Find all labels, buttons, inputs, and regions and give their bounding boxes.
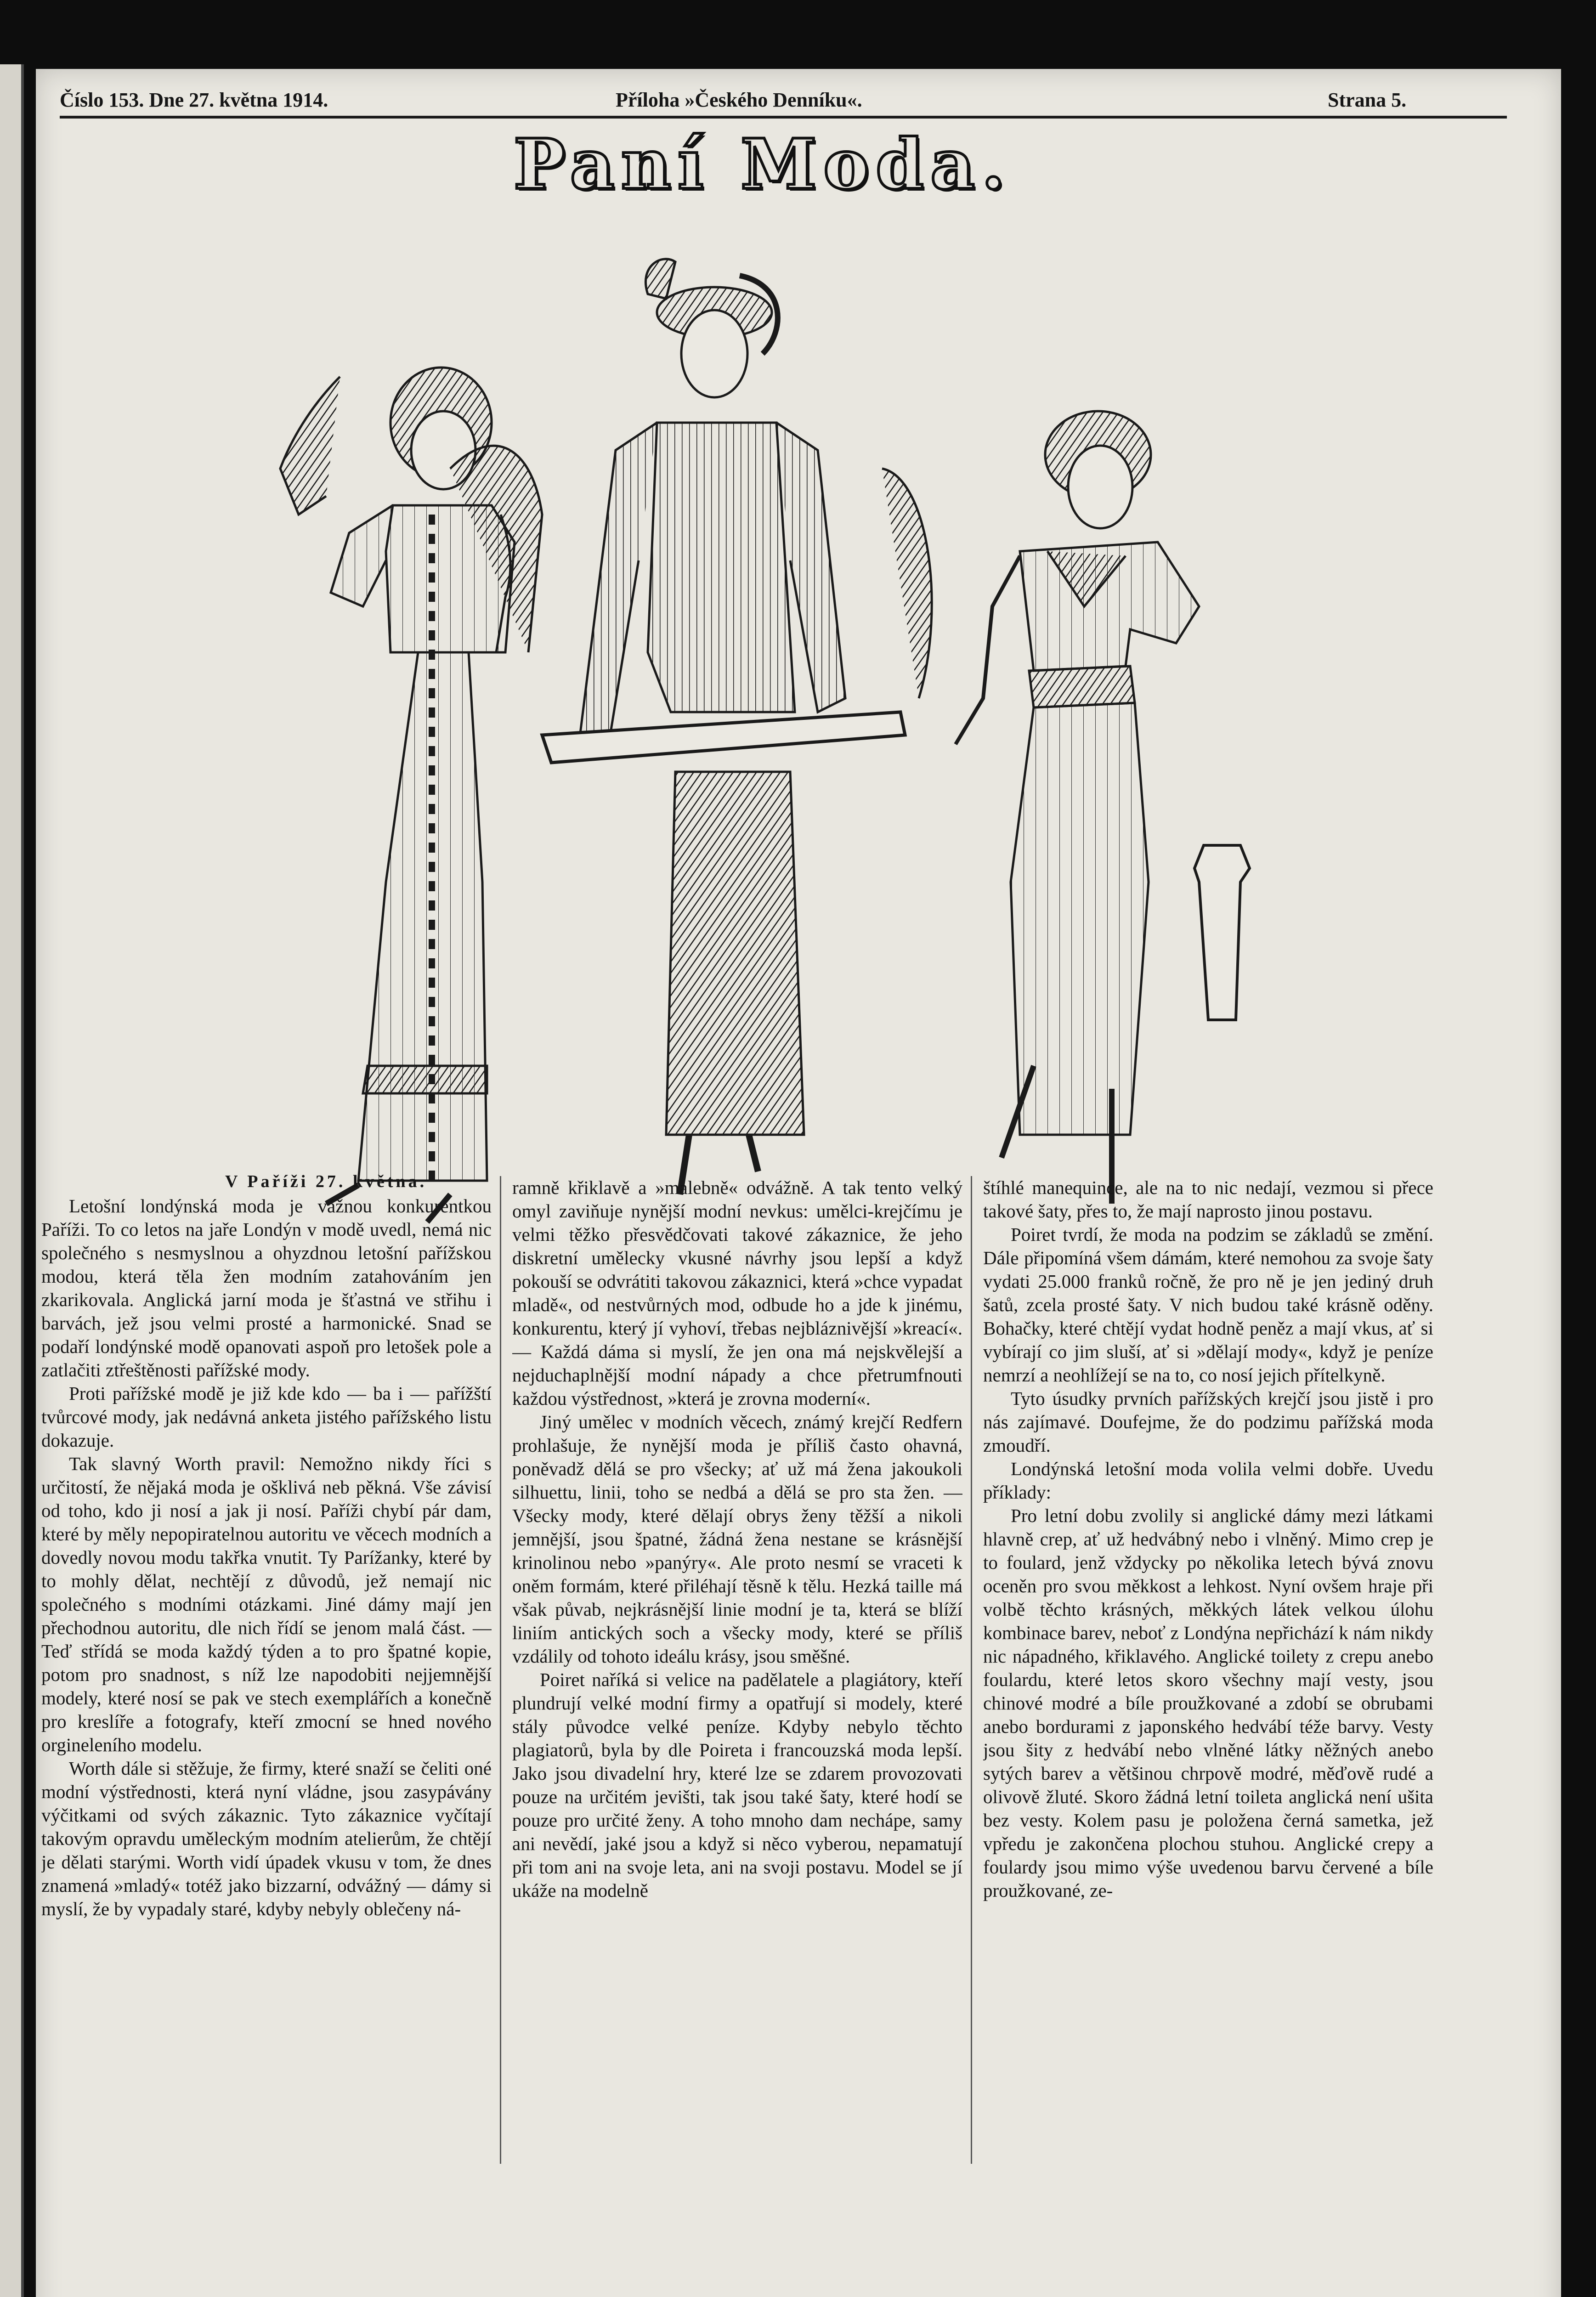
figure-center-striped-suit — [450, 259, 932, 1194]
paragraph: Worth dále si stěžuje, že firmy, které snaží se čeliti oné modní výstřednosti, která nyní vládne, jsou zasypávány výčitkami od svých zákaznic. Tyto zákaznice vyčítají takovým opravdu uměleckým modním atelierům, že chtějí je dělati starými. Worth vidí úpadek vkusu v tom, že dnes znamená »mladý« totéž jako bizzarní, odvážný — dámy si myslí, že by vypadaly staré, kdyby nebyly oblečeny ná- — [41, 1758, 492, 1919]
article-dateline: V Paříži 27. května. — [225, 1172, 427, 1191]
column-rule — [971, 1176, 972, 2164]
fashion-illustration — [211, 193, 1337, 1236]
column-rule — [500, 1176, 501, 2164]
paragraph: Poiret naříká si velice na padělatele a plagiátory, kteří plundrují velké modní firmy a opatřují si modely, které stály původce velké peníze. Kdyby nebylo těchto plagiatorů, byla by dle Poireta i francouzská moda lepší. Jako jsou divadelní hry, které lze se zdarem provozovati pouze na určitém jevišti, tak jsou také šaty, které hodí se pouze pro určité ženy. A toho mnoho dam nechápe, samy ani nevědí, jaké jsou a když si něco vyberou, nepamatují při tom ani na svoje leta, ani na svoji postavu. Model se jí ukáže na modelně — [512, 1669, 962, 1901]
text-column-3 — [983, 1176, 1433, 2164]
paragraph: štíhlé manequince, ale na to nic nedají, vezmou si přece takové šaty, přes to, že mají naprosto jinou postavu. — [983, 1177, 1433, 1222]
issue-date-header: Číslo 153. Dne 27. května 1914. — [60, 89, 328, 111]
article-title: Paní Moda. — [513, 124, 1012, 205]
paragraph: Poiret tvrdí, že moda na podzim se základů se změní. Dále připomíná všem dámám, které nemohou za svoje šaty vydati 25.000 franků ročně, že pro ně je jen jediný druh šatů, zcela prosté šaty. V nich budou také krásně oděny. Bohačky, které chtějí vydat hodně peněz a mají vkus, ať si vybírají co jim sluší, ať si »dělají mody«, když je peníze nemrzí a neohlížejí se na to, co nosí jejich přítelkyně. — [983, 1224, 1433, 1386]
header-rule — [60, 116, 1507, 119]
adjacent-page-edge — [0, 64, 24, 2297]
paragraph: Pro letní dobu zvolily si anglické dámy mezi látkami hlavně crep, ať už hedvábný nebo i vlněný. Mimo crep je to foulard, jenž vždycky po několika letech bývá znovu oceněn pro svou měkkost a lehkost. Nyní ovšem hraje při volbě těchto krásných, měkkých látek velkou úlohu kombinace barev, neboť z Londýna nepřichází k nám nikdy nic nápadného, křiklavého. Anglické toilety z crepu anebo foulardu, které letos skoro všechny mají vesty, jsou chinové modré a bíle proužkované a zdobí se obrubami anebo bordurami z japonského hedvábí téže barvy. Vesty jsou šity z hedvábí nebo vlněné látky něžných anebo sytých barev a většinou chrpově modré, měďově rudé a olivově žluté. Skoro žádná letní toileta anglická není ušita bez vesty. Kolem pasu je položena černá sametka, jež vpředu je zakončena plochou stuhou. Anglické crepy a foulardy jsou mimo výše uvedenou barvu červené a bíle proužkované, ze- — [983, 1505, 1433, 1901]
paragraph: Tyto úsudky prvních pařížských krejčí jsou jistě i pro nás zajímavé. Doufejme, že do podzimu pařížská moda zmoudří. — [983, 1388, 1433, 1456]
paragraph: Londýnská letošní moda volila velmi dobře. Uvedu příklady: — [983, 1458, 1433, 1503]
page-number-header: Strana 5. — [1328, 89, 1407, 111]
paragraph: Proti pařížské modě je již kde kdo — ba i — pařížští tvůrcové mody, jak nedávná anketa jistého pařížského listu dokazuje. — [41, 1383, 492, 1451]
paragraph: Tak slavný Worth pravil: Nemožno nikdy říci s určitostí, že nějaká moda je ošklivá neb pěkná. Vše závisí od toho, kdo ji nosí a jak ji nosí. Paříži chybí pár dam, které by měly nepopiratelnou autoritu ve věcech modních a dovedly novou modu takřka vnutit. Ty Parížanky, které by to mohly dělat, nechtějí z důvodů, jež nemají nic společného s modními otázkami. Jiné dámy mají jen přechodnou autoritu, dle nich řídí se jenom malá část. — Teď střídá se moda každý týden a to pro špatné kopie, potom pro snadnost, s níž lze napodobiti nejjemnější modely, které nosí se pak ve stech exemplářích a konečně pro kreslíře a fotografy, kteří zmocní se hned nového orgineleního modelu. — [41, 1453, 492, 1755]
supplement-header: Příloha »Českého Denníku«. — [616, 89, 862, 111]
figure-right-belted-dress — [956, 411, 1250, 1204]
paragraph: Jiný umělec v modních věcech, známý krejčí Redfern prohlašuje, že nynější moda je příliš často ohavná, poněvadž dělá se pro všecky; ať už má žena jakoukoli silhuettu, linii, toho se nedbá a dělá se pro sta žen. — Všecky mody, které dělají obrys ženy těžší a nikoli jemnější, jsou špatné, žádná žena nestane se krásnější krinolinou nebo »panýry«. Ale proto nesmí se vraceti k oněm formám, které přiléhají těsně k tělu. Hezká taille má však půvab, nejkrásnější linie modní je ta, která se blíží liniím antických soch a všecky mody, které se příliš vzdálily od tohoto ideálu krásy, jsou směšné. — [512, 1411, 962, 1667]
text-column-1 — [41, 1194, 492, 2164]
paragraph: ramně křiklavě a »malebně« odvážně. A tak tento velký omyl zaviňuje nynější modní nevkus: umělci-krejčímu je velmi těžko přesvědčovati takové zákaznice, že jeho diskretní umělecky vkusné návrhy jsou lepší a když pokouší se odvrátiti takovou zákaznici, která »chce vypadat mladě«, od nestvůrných mod, odbude ho a jde k jinému, konkurentu, který jí vyhoví, třebas nejbláznivější »kreací«. — Každá dáma si myslí, že jen ona má nejskvělejší a nejduchaplnější modní nápady a chce přetrumfnouti každou výstřednost, »která je zrovna moderní«. — [512, 1177, 962, 1409]
text-column-2 — [512, 1176, 962, 2164]
paragraph: Letošní londýnská moda je vážnou konkurentkou Paříži. To co letos na jaře Londýn v modě uvedl, nemá nic společného s nesmyslnou a ohyzdnou letošní pařížskou modou, která těla žen modním zatahováním jen zkarikovala. Anglická jarní moda je šťastná ve střihu i barvách, jež jsou velmi prosté a harmonické. Snad se podaří londýnské modě opanovati aspoň pro letošek pole a zatlačiti ztřeštěnosti pařížské mody. — [41, 1195, 492, 1380]
